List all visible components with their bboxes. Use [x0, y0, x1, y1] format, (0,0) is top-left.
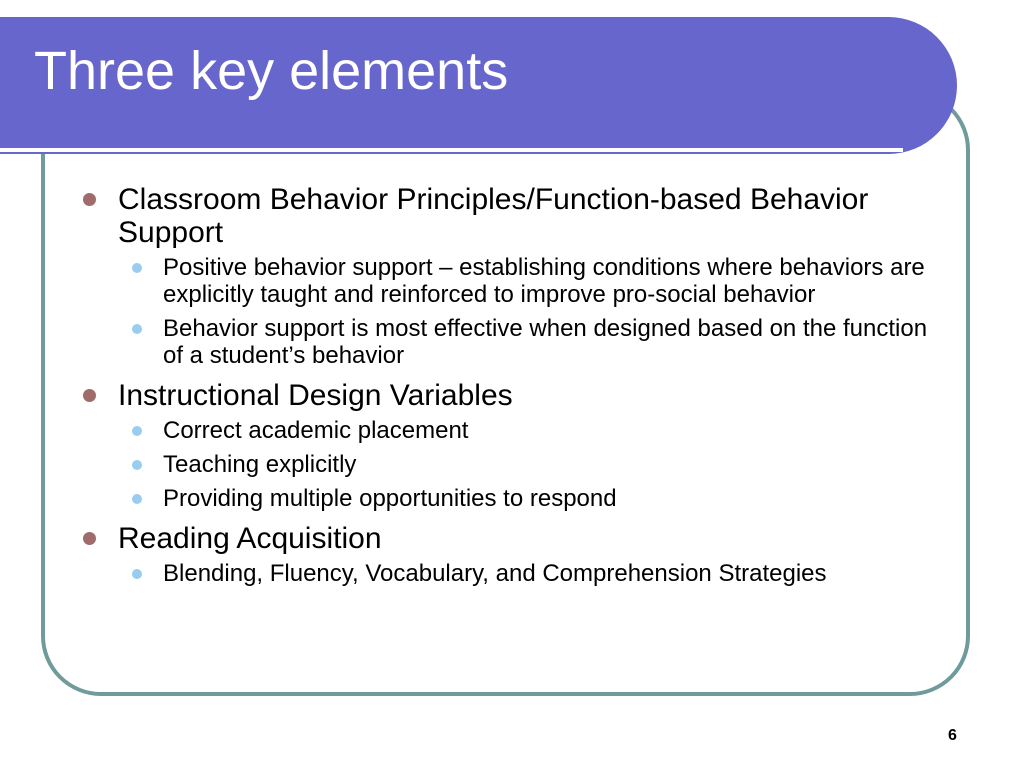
bullet-dot [83, 193, 96, 206]
bullet-level1 [78, 522, 948, 555]
bullet-level1 [78, 183, 948, 249]
sub-bullet-dot [132, 569, 142, 579]
bullet-dot [83, 532, 96, 545]
page-number: 6 [948, 727, 957, 744]
title-rule [0, 148, 903, 152]
bullet-text: Classroom Behavior Principles/Function-based Behavior Support [118, 183, 869, 249]
bullet-level2 [78, 485, 948, 512]
bullet-level2 [78, 451, 948, 478]
bullet-text: Instructional Design Variables [118, 379, 513, 412]
bullet-level1 [78, 379, 948, 412]
bullet-level2 [78, 315, 948, 369]
bullet-text: Reading Acquisition [118, 522, 382, 555]
sub-bullet-text: Providing multiple opportunities to respond [163, 485, 617, 512]
sub-bullet-dot [132, 263, 142, 273]
sub-bullet-text: Teaching explicitly [163, 451, 357, 478]
sub-bullet-text: Positive behavior support – establishing conditions where behaviors are explicitly taught and reinforced to improve pro-social behavior [163, 254, 925, 308]
sub-bullet-text: Correct academic placement [163, 417, 469, 444]
bullet-level2 [78, 254, 948, 308]
sub-bullet-text: Behavior support is most effective when designed based on the function of a student’s behavior [163, 315, 928, 369]
sub-bullet-dot [132, 460, 142, 470]
bullet-level2 [78, 560, 948, 587]
sub-bullet-dot [132, 324, 142, 334]
sub-bullet-text: Blending, Fluency, Vocabulary, and Comprehension Strategies [163, 560, 827, 587]
bullet-list [78, 183, 948, 587]
slide-title: Three key elements [34, 41, 509, 101]
bullet-dot [83, 389, 96, 402]
bullet-level2 [78, 417, 948, 444]
sub-bullet-dot [132, 494, 142, 504]
sub-bullet-dot [132, 426, 142, 436]
